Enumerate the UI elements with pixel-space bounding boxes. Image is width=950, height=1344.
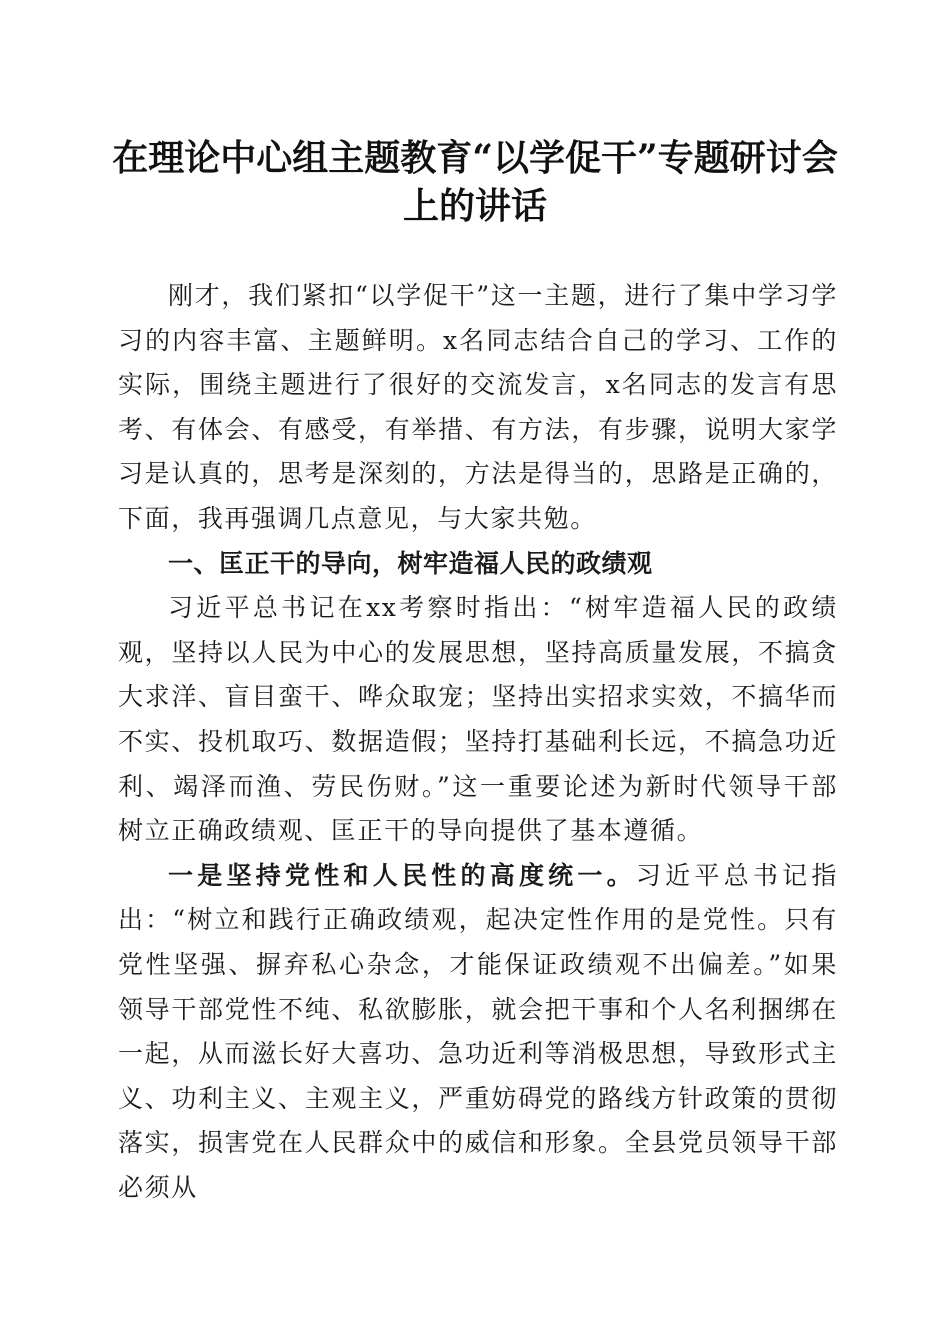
document-body xyxy=(118,274,838,1210)
section-heading-1: 一、匡正干的导向，树牢造福人民的政绩观 xyxy=(168,548,653,578)
point-1-lead: 一是坚持党性和人民性的高度统一。 xyxy=(168,860,636,890)
section-1-paragraph: 习近平总书记在xx考察时指出：“树牢造福人民的政绩观，坚持以人民为中心的发展思想，坚持高质量发展，不搞贪大求洋、盲目蛮干、哗众取宠；坚持出实招求实效，不搞华而不实、投机取巧、数据造假；坚持打基础利长远，不搞急功近利、竭泽而渔、劳民伤财。”这一重要论述为新时代领导干部树立正确政绩观、匡正干的导向提供了基本遵循。 xyxy=(118,593,838,846)
point-1-paragraph xyxy=(118,854,838,1211)
document-title: 在理论中心组主题教育“以学促干”专题研讨会上的讲话 xyxy=(112,137,838,227)
point-1-text: 习近平总书记指出：“树立和践行正确政绩观，起决定性作用的是党性。只有党性坚强、摒弃私心杂念，才能保证政绩观不出偏差。”如果领导干部党性不纯、私欲膨胀，就会把干事和个人名利捆绑在一起，从而滋长好大喜功、急功近利等消极思想，导致形式主义、功利主义、主观主义，严重妨碍党的路线方针政策的贯彻落实，损害党在人民群众中的威信和形象。全县党员领导干部必须从 xyxy=(118,860,838,1202)
intro-paragraph: 刚才，我们紧扣“以学促干”这一主题，进行了集中学习学习的内容丰富、主题鲜明。x名同志结合自己的学习、工作的实际，围绕主题进行了很好的交流发言，x名同志的发言有思考、有体会、有感受，有举措、有方法，有步骤，说明大家学习是认真的，思考是深刻的，方法是得当的，思路是正确的，下面，我再强调几点意见，与大家共勉。 xyxy=(118,281,838,533)
